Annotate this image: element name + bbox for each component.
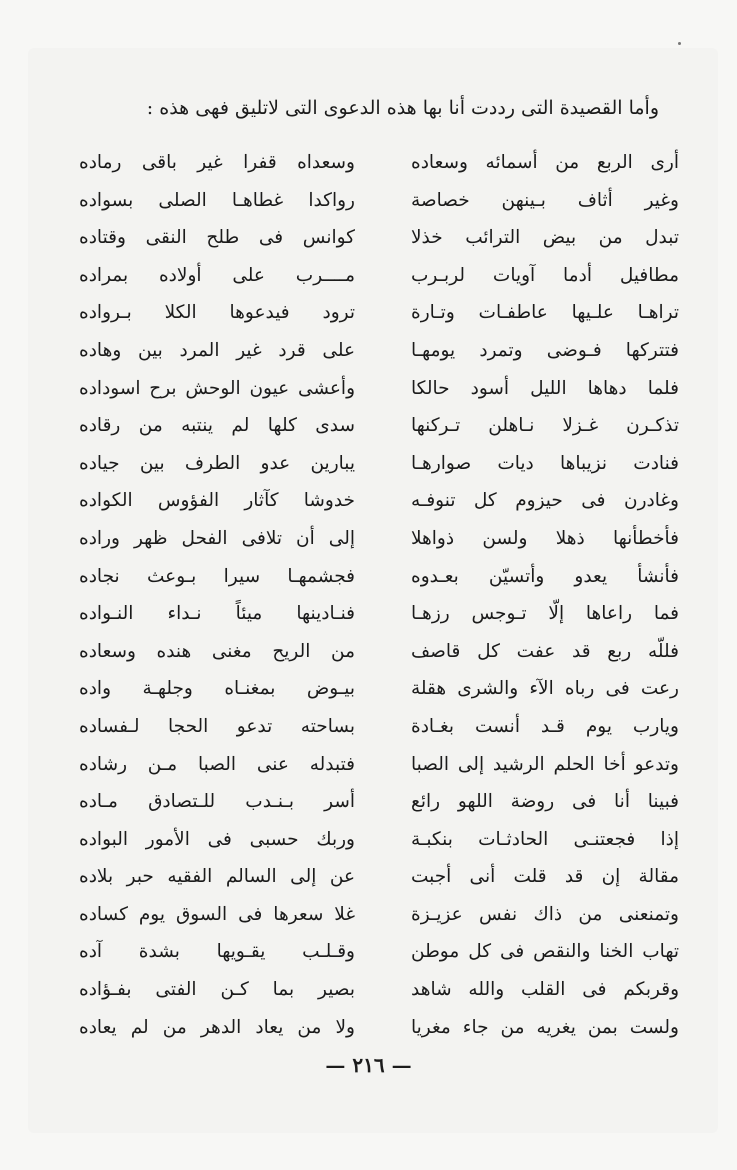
couplet — [79, 370, 679, 408]
second-hemistich: خدوشا كآثار الفؤوس الكواده — [79, 490, 355, 512]
first-hemistich: فتتركها فـوضى وتمرد يومهـا — [411, 339, 679, 361]
second-hemistich: كوانس فى طلح النقى وقتاده — [79, 227, 355, 249]
first-hemistich: مطافيل أدما آويات لربـرب — [411, 264, 679, 286]
second-hemistich: فجشمهـا سيرا بـوعث نجاده — [79, 565, 355, 587]
couplet — [79, 858, 679, 896]
couplet — [79, 783, 679, 821]
couplet — [79, 708, 679, 746]
first-hemistich: فبينا أنا فى روضة اللهو رائع — [411, 791, 679, 813]
first-hemistich: مقالة إن قد قلت أنى أجبت — [411, 866, 679, 888]
second-hemistich: وأعشى عيون الوحش برح اسوداده — [79, 377, 355, 399]
couplet — [79, 445, 679, 483]
first-hemistich: رعت فى رباه الآء والشرى هقلة — [411, 678, 679, 700]
first-hemistich: فنادت نزيباها ديات صوارهـا — [411, 452, 679, 474]
couplet — [79, 933, 679, 971]
first-hemistich: فأنشأ يعدو وأتسيّن بعـدوه — [411, 565, 679, 587]
couplet — [79, 1009, 679, 1047]
second-hemistich: بصير بما كـن الفتى بفـؤاده — [79, 979, 355, 1001]
second-hemistich: وسعداه قفرا غير باقى رماده — [79, 152, 355, 173]
first-hemistich: وتمنعنى من ذاك نفس عزيـزة — [411, 903, 679, 925]
first-hemistich: تبدل من بيض الترائب خذلا — [411, 227, 679, 249]
second-hemistich: عن إلى السالم الفقيه حبر بلاده — [79, 866, 355, 888]
couplet — [79, 219, 679, 257]
couplet — [79, 558, 679, 596]
second-hemistich: وقـلـب يقـويها بشدة آده — [79, 941, 355, 963]
second-hemistich: يبارين عدو الطرف بين جياده — [79, 452, 355, 474]
poem — [79, 144, 679, 1038]
scan-speck — [678, 42, 681, 45]
couplet — [79, 670, 679, 708]
first-hemistich: فما راعاها إلّا تـوجس رزهـا — [411, 603, 679, 625]
second-hemistich: إلى أن تلافى الفحل ظهر وراده — [79, 527, 355, 549]
couplet — [79, 971, 679, 1009]
first-hemistich: وغادرن فى حيزوم كل تنوفـه — [411, 490, 679, 512]
couplet — [79, 821, 679, 859]
second-hemistich: ولا من يعاد الدهر من لم يعاده — [79, 1016, 355, 1038]
second-hemistich: غلا سعرها فى السوق يوم كساده — [79, 903, 355, 925]
intro-line: وأما القصيدة التى رددت أنا بها هذه الدعوى التى لاتليق فهى هذه : — [146, 97, 659, 119]
first-hemistich: وتدعو أخا الحلم الرشيد إلى الصبا — [411, 753, 679, 775]
second-hemistich: سدى كلها لم ينتبه من رقاده — [79, 415, 355, 437]
second-hemistich: من الريح مغنى هنده وسعاده — [79, 640, 355, 662]
second-hemistich: ترود فيدعوها الكلا بـرواده — [79, 302, 355, 324]
second-hemistich: بساحته تدعو الحجا لـفساده — [79, 715, 355, 737]
second-hemistich: وربك حسبى فى الأمور البواده — [79, 828, 355, 850]
first-hemistich: فأخطأنها ذهلا ولسن ذواهلا — [411, 527, 679, 549]
couplet — [79, 257, 679, 295]
first-hemistich: ويارب يوم قـد أنست بغـادة — [411, 715, 679, 737]
first-hemistich: تراهـا علـيها عاطفـات وتـارة — [411, 302, 679, 324]
couplet — [79, 407, 679, 445]
couplet — [79, 896, 679, 934]
first-hemistich: وغير أثاف بـينهن خصاصة — [411, 189, 679, 211]
couplet — [79, 332, 679, 370]
first-hemistich: فللّه ربع قد عفت كل قاصف — [411, 640, 679, 662]
second-hemistich: مــــرب على أولاده بمراده — [79, 264, 355, 286]
first-hemistich: تهاب الخنا والنقص فى كل موطن — [411, 941, 679, 963]
first-hemistich: ولست بمن يغريه من جاء مغريا — [411, 1016, 679, 1038]
couplet — [79, 482, 679, 520]
first-hemistich: أرى الربع من أسمائه وسعاده — [411, 152, 679, 173]
second-hemistich: رواكدا غطاهـا الصلى بسواده — [79, 189, 355, 211]
second-hemistich: فتبدله عنى الصبا مـن رشاده — [79, 753, 355, 775]
couplet — [79, 595, 679, 633]
second-hemistich: بيـوض بمغنـاه وجلهـة واده — [79, 678, 355, 700]
couplet — [79, 633, 679, 671]
couplet — [79, 294, 679, 332]
couplet — [79, 182, 679, 220]
first-hemistich: وقربكم فى القلب والله شاهد — [411, 979, 679, 1001]
couplet — [79, 520, 679, 558]
second-hemistich: على قرد غير المرد بين وهاده — [79, 339, 355, 361]
couplet — [79, 746, 679, 784]
page-number: — ٢١٦ — — [325, 1053, 412, 1077]
first-hemistich: تذكـرن غـزلا نـاهلن تـركنها — [411, 415, 679, 437]
second-hemistich: أسر بـنـدب للـتصادق مـاده — [79, 791, 355, 813]
couplet — [79, 144, 679, 182]
first-hemistich: إذا فجعتنـى الحادثـات بنكبـة — [411, 828, 679, 850]
second-hemistich: فنـادينها ميئاً نـداء النـواده — [79, 603, 355, 625]
first-hemistich: فلما دهاها الليل أسود حالكا — [411, 377, 679, 399]
